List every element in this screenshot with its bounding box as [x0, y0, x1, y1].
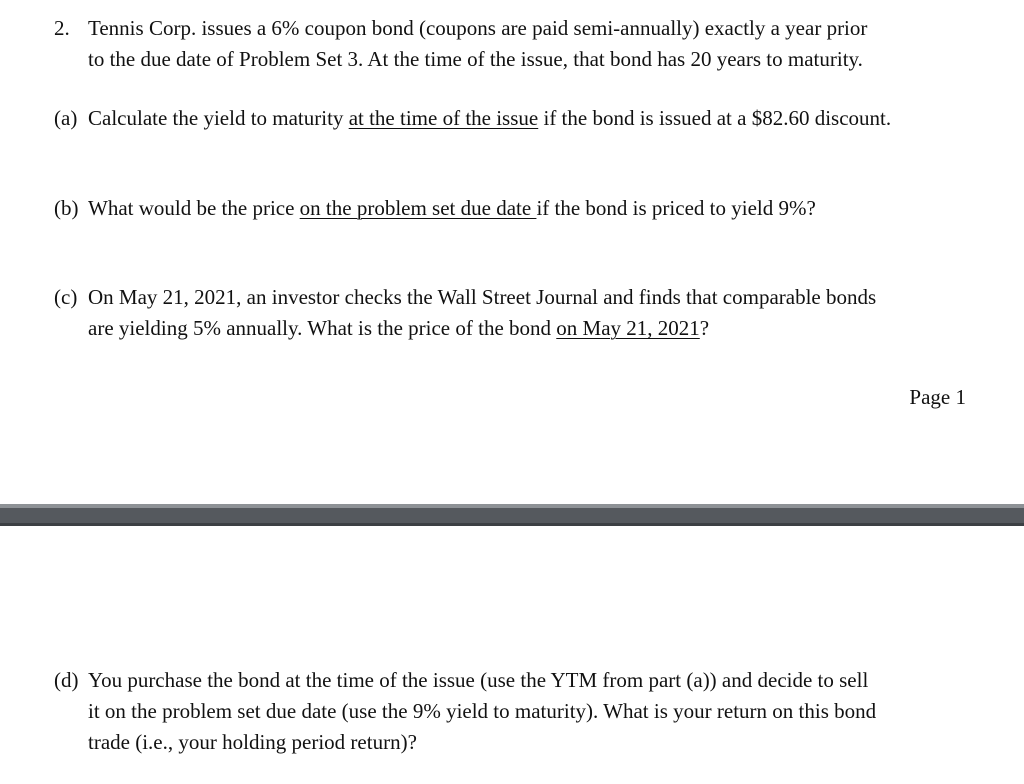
question-2-line-2: to the due date of Problem Set 3. At the time of the issue, that bond has 20 years to maturity.: [88, 47, 863, 71]
part-a-text-start: Calculate the yield to maturity: [88, 106, 349, 130]
part-a-label: (a): [54, 106, 78, 130]
part-a: [54, 103, 974, 134]
part-c-line-2: [54, 313, 974, 344]
part-d-label: (d): [54, 668, 79, 692]
part-c: [54, 282, 974, 344]
part-c-label: (c): [54, 285, 78, 309]
part-b-text-start: What would be the price: [88, 196, 300, 220]
part-c-line-1: On May 21, 2021, an investor checks the Wall Street Journal and finds that comparable bonds: [88, 285, 877, 309]
part-c-line-2-end: ?: [699, 316, 710, 340]
part-c-underlined-date: on May 21, 2021: [556, 316, 700, 340]
part-a-text: [54, 103, 974, 134]
part-d: [54, 665, 974, 758]
part-a-text-end: if the bond is issued at a $82.60 discount.: [538, 106, 892, 130]
document-page-2: [0, 526, 1024, 784]
page-number-label: Page 1: [909, 385, 966, 409]
part-b-underlined-phrase: on the problem set due date: [299, 196, 537, 220]
part-d-line-2: it on the problem set due date (use the 9% yield to maturity). What is your return on this bond: [88, 699, 877, 723]
question-number: 2.: [54, 16, 70, 40]
question-2: [54, 13, 974, 75]
part-c-line-2-start: are yielding 5% annually. What is the price of the bond: [88, 316, 557, 340]
part-b-label: (b): [54, 196, 79, 220]
part-b: [54, 193, 974, 224]
part-d-line-1: You purchase the bond at the time of the issue (use the YTM from part (a)) and decide to sell: [88, 668, 869, 692]
part-b-text: [54, 193, 974, 224]
part-b-text-end: if the bond is priced to yield 9%?: [536, 196, 816, 220]
part-a-underlined-phrase: at the time of the issue: [348, 106, 539, 130]
part-d-line-3: trade (i.e., your holding period return)?: [88, 730, 417, 754]
question-2-line-1: Tennis Corp. issues a 6% coupon bond (coupons are paid semi-annually) exactly a year prior: [88, 16, 868, 40]
page-break-separator: [0, 504, 1024, 526]
